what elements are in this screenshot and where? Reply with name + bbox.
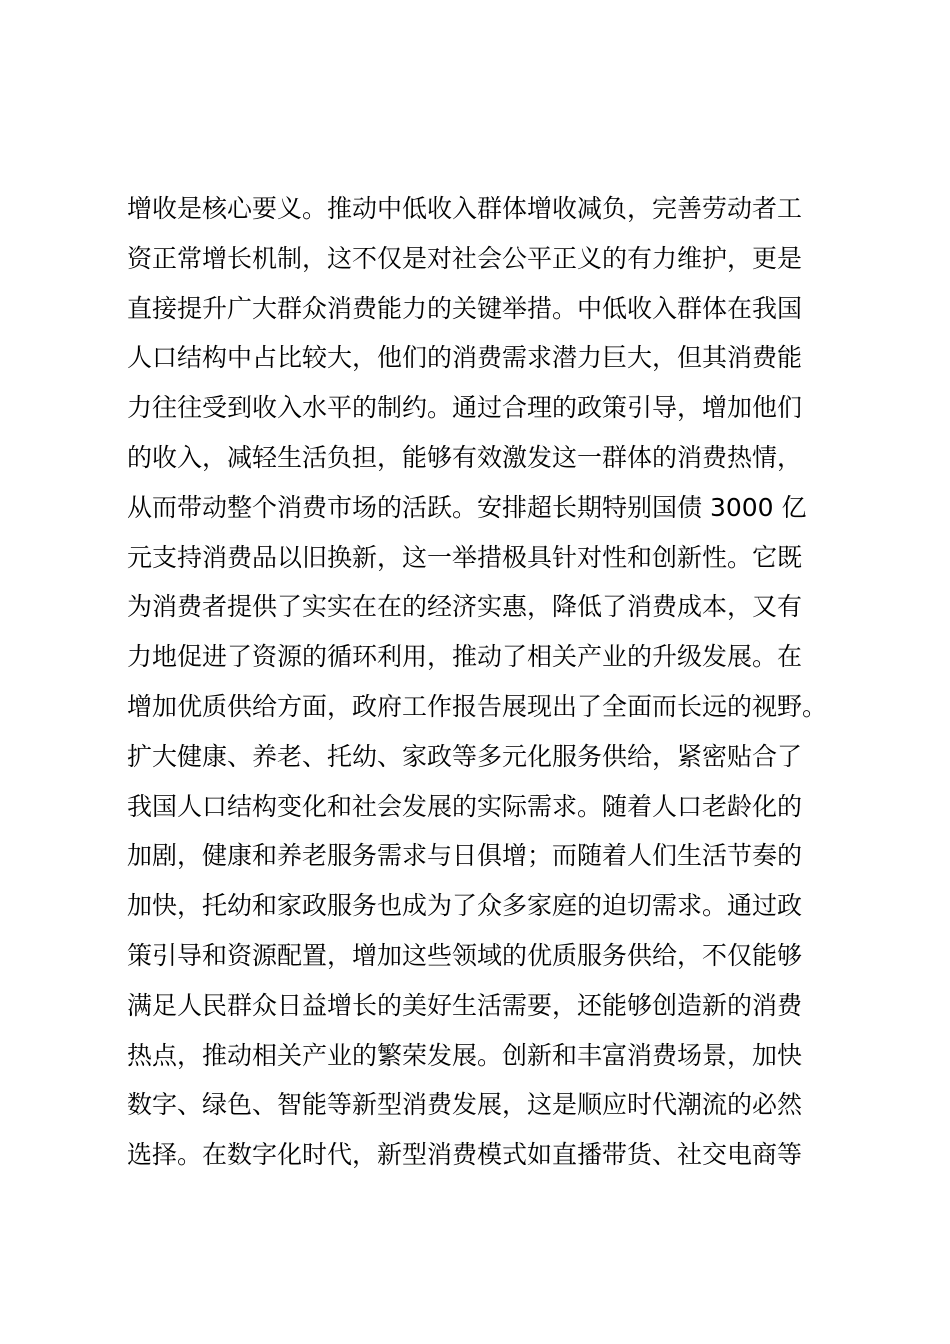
text-line: 增加优质供给方面，政府工作报告展现出了全面而长远的视野。	[127, 691, 828, 721]
text-line: 直接提升广大群众消费能力的关键举措。中低收入群体在我国	[127, 293, 803, 323]
text-line: 的收入，减轻生活负担，能够有效激发这一群体的消费热情，	[127, 442, 803, 472]
text-line: 力地促进了资源的循环利用，推动了相关产业的升级发展。在	[127, 642, 803, 672]
body-text	[127, 184, 857, 1180]
text-line: 为消费者提供了实实在在的经济实惠，降低了消费成本，又有	[127, 592, 803, 622]
text-line: 热点，推动相关产业的繁荣发展。创新和丰富消费场景，加快	[127, 1040, 803, 1070]
text-line: 策引导和资源配置，增加这些领域的优质服务供给，不仅能够	[127, 940, 803, 970]
text-line: 选择。在数字化时代，新型消费模式如直播带货、社交电商等	[127, 1140, 803, 1170]
text-line: 我国人口结构变化和社会发展的实际需求。随着人口老龄化的	[127, 791, 803, 821]
text-line: 力往往受到收入水平的制约。通过合理的政策引导，增加他们	[127, 393, 803, 423]
text-line: 加剧，健康和养老服务需求与日俱增；而随着人们生活节奏的	[127, 841, 803, 871]
text-line: 加快，托幼和家政服务也成为了众多家庭的迫切需求。通过政	[127, 891, 803, 921]
text-line: 元支持消费品以旧换新，这一举措极具针对性和创新性。它既	[127, 542, 803, 572]
text-line: 从而带动整个消费市场的活跃。安排超长期特别国债 3000 亿	[127, 492, 807, 522]
text-line: 数字、绿色、智能等新型消费发展，这是顺应时代潮流的必然	[127, 1090, 803, 1120]
text-line: 资正常增长机制，这不仅是对社会公平正义的有力维护，更是	[127, 243, 803, 273]
text-line: 满足人民群众日益增长的美好生活需要，还能够创造新的消费	[127, 990, 803, 1020]
text-line: 增收是核心要义。推动中低收入群体增收减负，完善劳动者工	[127, 194, 803, 223]
text-line: 扩大健康、养老、托幼、家政等多元化服务供给，紧密贴合了	[127, 741, 803, 771]
text-line: 人口结构中占比较大，他们的消费需求潜力巨大，但其消费能	[127, 343, 803, 373]
